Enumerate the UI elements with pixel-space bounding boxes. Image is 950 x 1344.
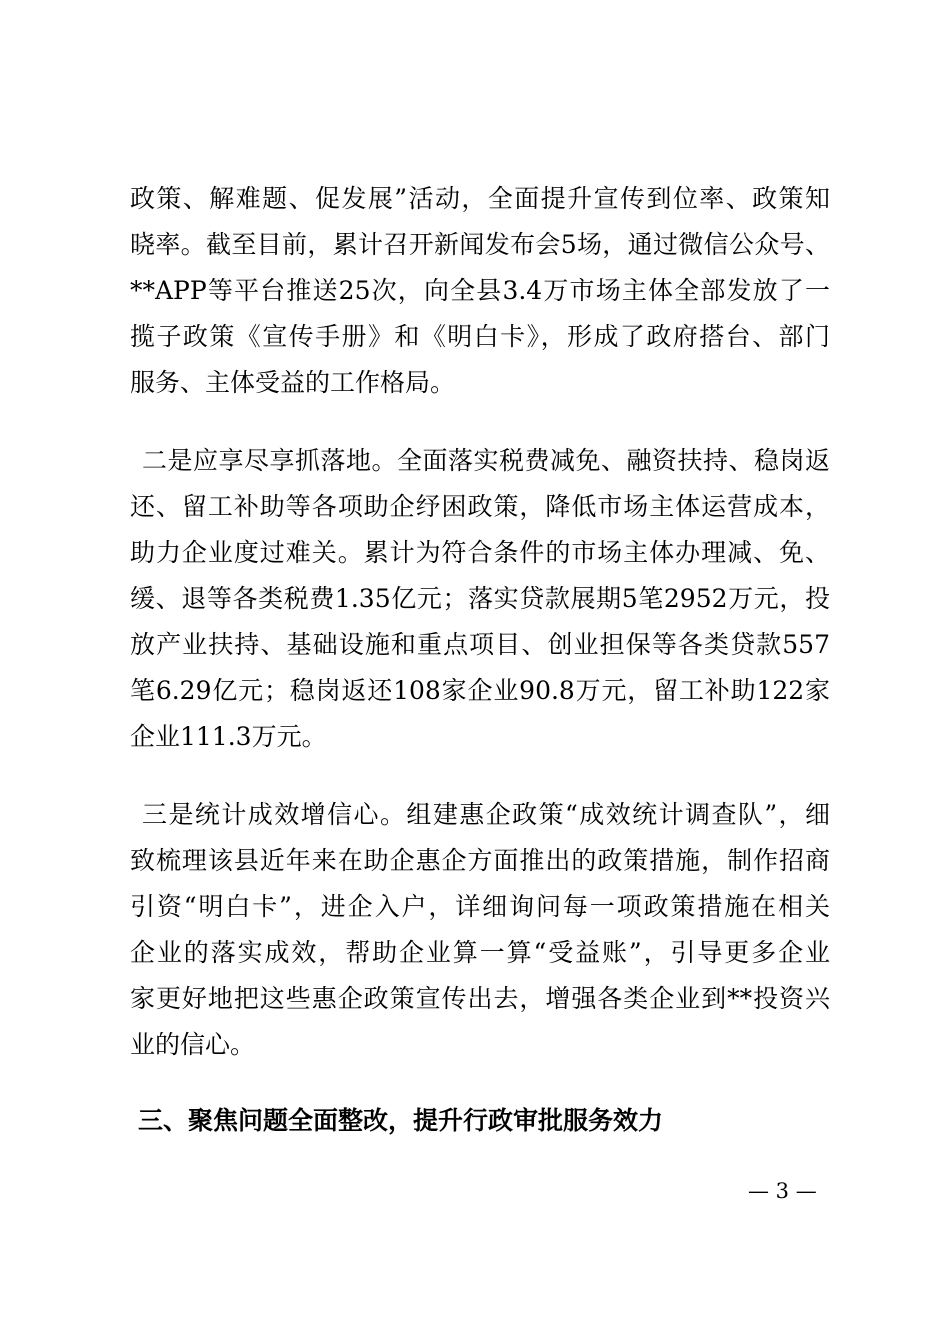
- paragraph-2-line-4: 缓、退等各类税费1.35亿元；落实贷款展期5笔2952万元，投: [130, 584, 830, 613]
- paragraph-2-line-7: 企业111.3万元。: [130, 722, 327, 751]
- paragraph-3-line-2: 致梳理该县近年来在助企惠企方面推出的政策措施，制作招商: [130, 846, 830, 875]
- paragraph-2-line-2: 还、留工补助等各项助企纾困政策，降低市场主体运营成本，: [130, 492, 830, 521]
- paragraph-3-line-6: 业的信心。: [130, 1030, 256, 1059]
- page-number: — 3 —: [748, 1179, 817, 1203]
- paragraph-3-line-5: 家更好地把这些惠企政策宣传出去，增强各类企业到**投资兴: [130, 984, 830, 1013]
- paragraph-2-line-3: 助力企业度过难关。累计为符合条件的市场主体办理减、免、: [130, 538, 830, 567]
- paragraph-1-line-3: **APP等平台推送25次，向全县3.4万市场主体全部发放了一: [130, 276, 830, 305]
- paragraph-1-line-5: 服务、主体受益的工作格局。: [130, 368, 456, 397]
- paragraph-3-line-3: 引资“明白卡”，进企入户，详细询问每一项政策措施在相关: [130, 892, 830, 921]
- paragraph-2-line-6: 笔6.29亿元；稳岗返还108家企业90.8万元，留工补助122家: [130, 676, 830, 705]
- paragraph-1-line-4: 揽子政策《宣传手册》和《明白卡》，形成了政府搭台、部门: [130, 322, 830, 351]
- paragraph-2-line-1: 二是应享尽享抓落地。全面落实税费减免、融资扶持、稳岗返: [142, 446, 830, 475]
- paragraph-1-line-1: 政策、解难题、促发展”活动，全面提升宣传到位率、政策知: [130, 184, 830, 213]
- section-heading: 三、聚焦问题全面整改，提升行政审批服务效力: [138, 1106, 664, 1135]
- paragraph-3-line-4: 企业的落实成效，帮助企业算一算“受益账”，引导更多企业: [130, 938, 830, 967]
- paragraph-2-line-5: 放产业扶持、基础设施和重点项目、创业担保等各类贷款557: [130, 630, 830, 659]
- paragraph-1-line-2: 晓率。截至目前，累计召开新闻发布会5场，通过微信公众号、: [130, 230, 830, 259]
- paragraph-3-line-1: 三是统计成效增信心。组建惠企政策“成效统计调查队”，细: [142, 800, 830, 829]
